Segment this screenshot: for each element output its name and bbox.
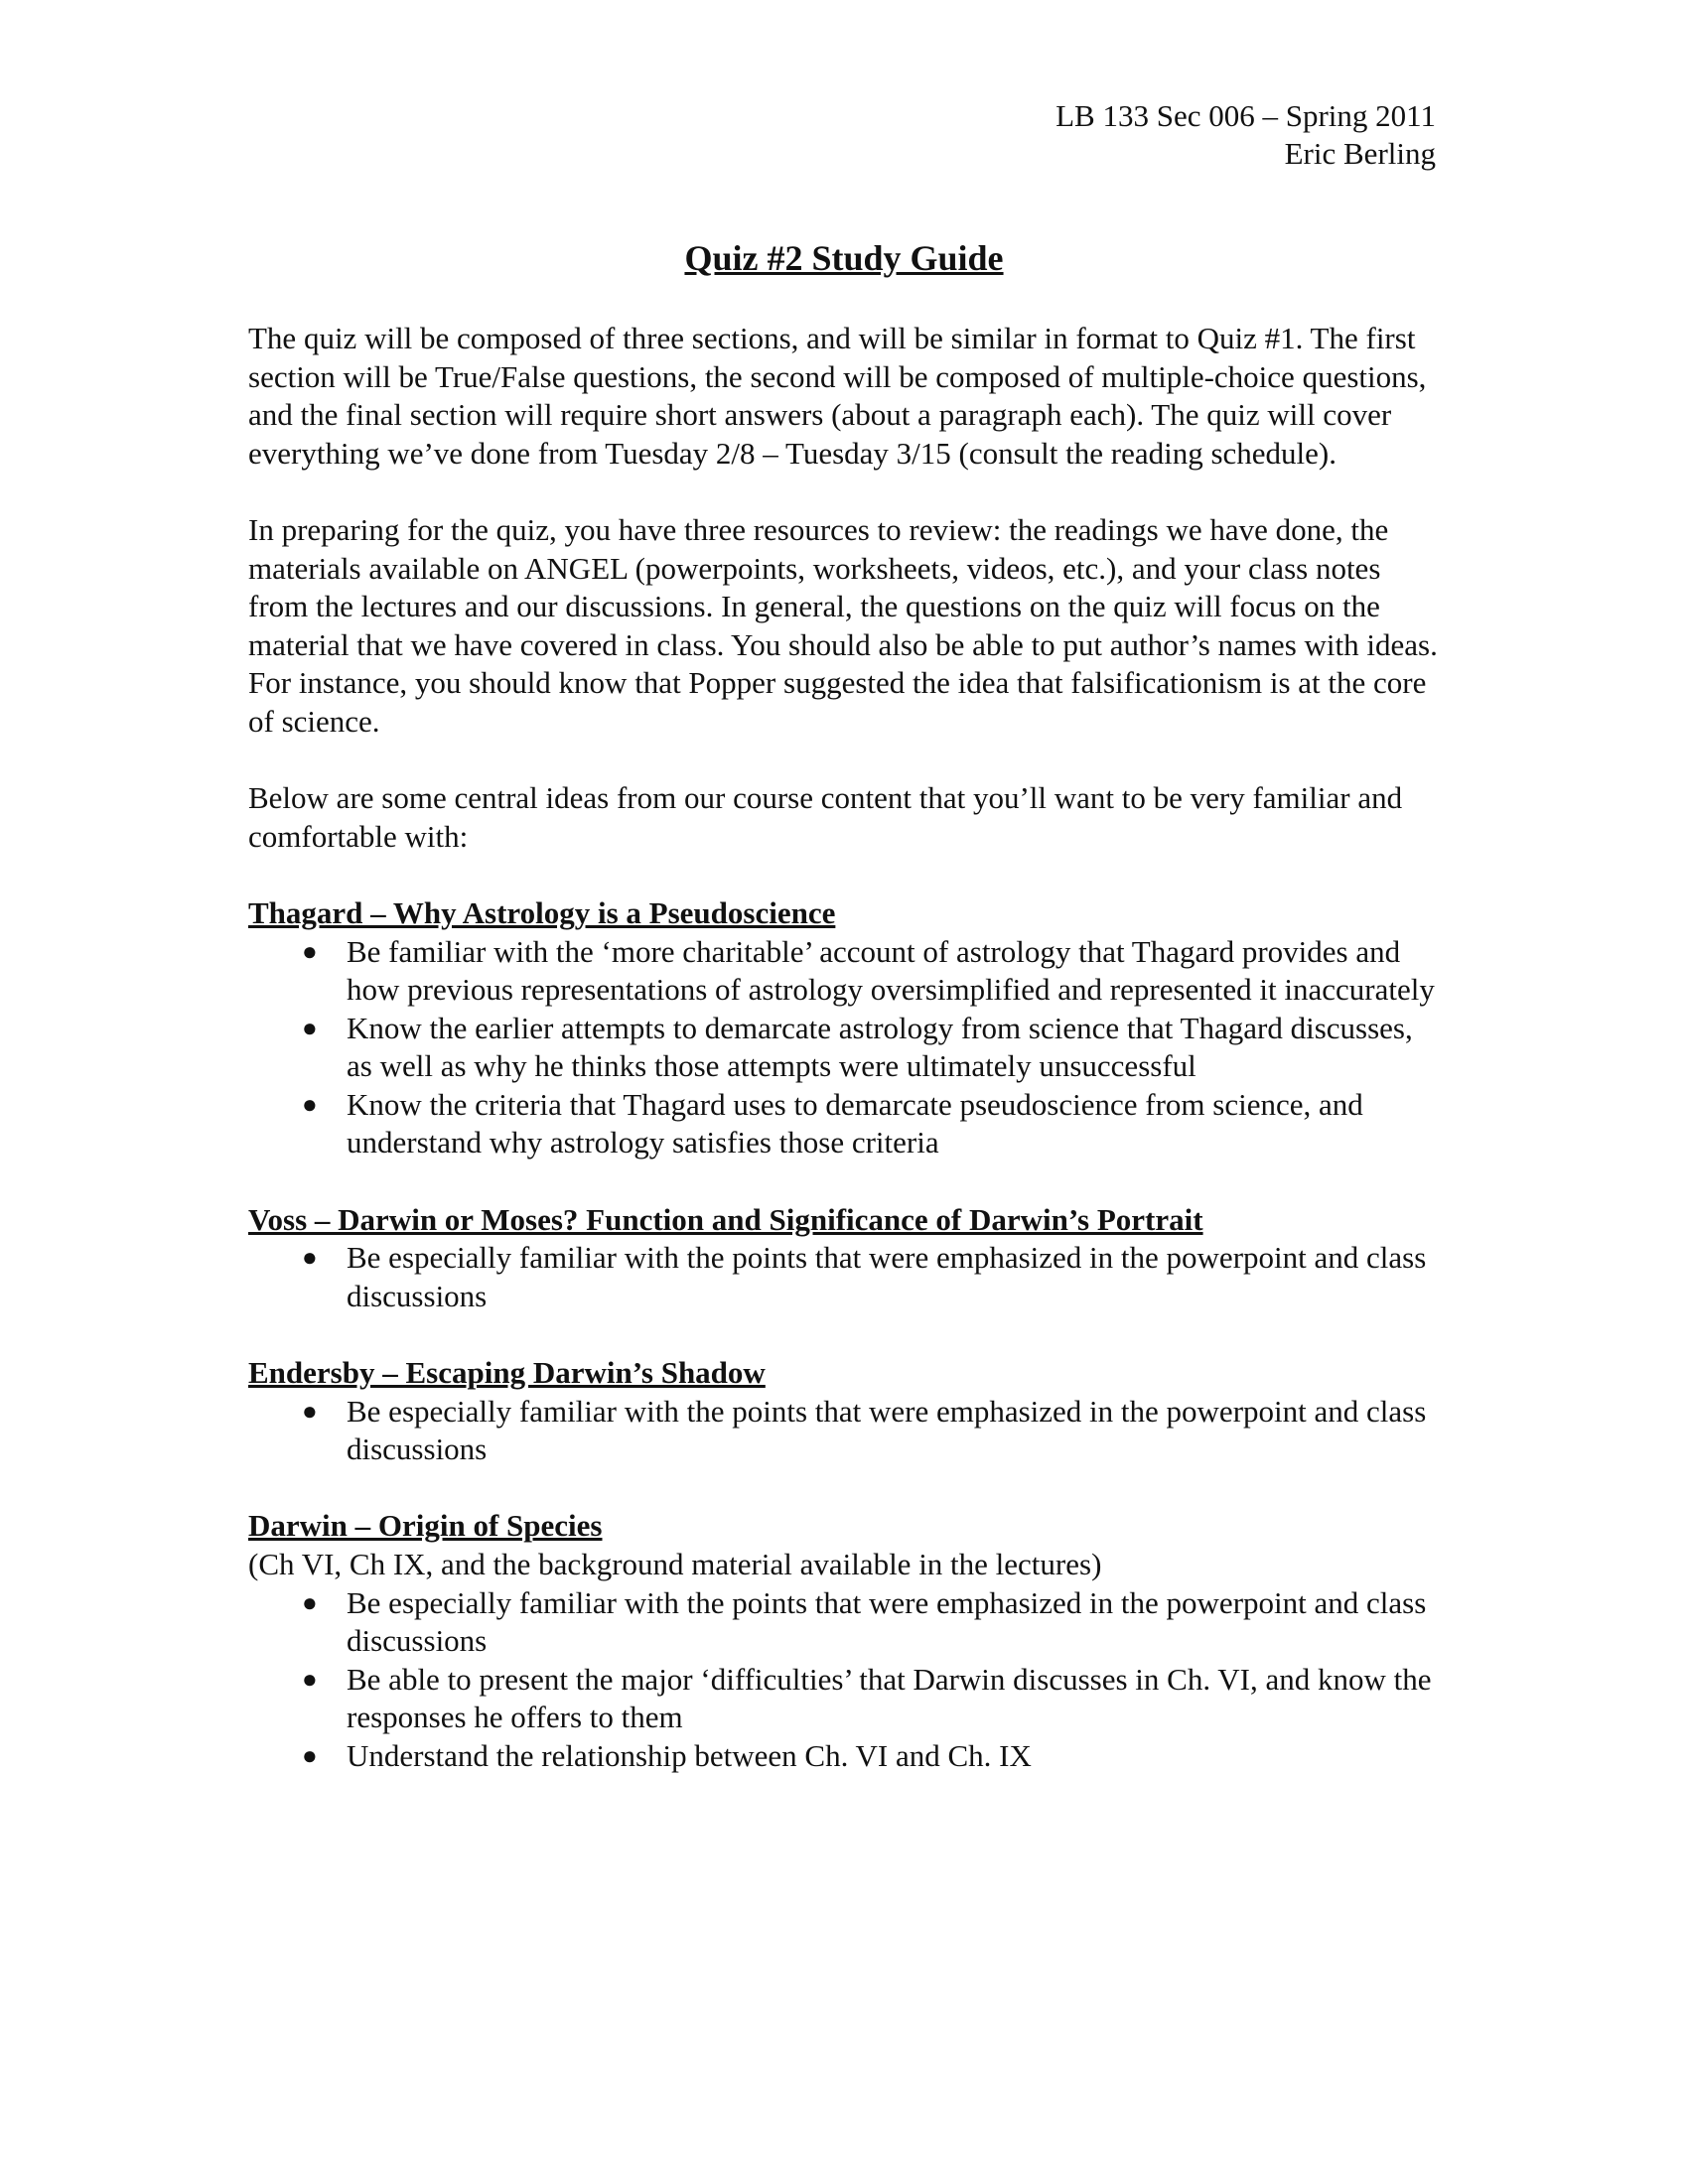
list-item [248,1661,1442,1737]
bullet-icon: ● [302,1740,318,1770]
section-heading: Endersby – Escaping Darwin’s Shadow [248,1355,766,1391]
bullet-list [248,1584,1442,1776]
section-heading: Voss – Darwin or Moses? Function and Significance of Darwin’s Portrait [248,1201,1203,1237]
bullet-icon: ● [302,1089,318,1119]
list-item [248,1010,1442,1086]
bullet-list [248,1239,1442,1315]
section-heading: Darwin – Origin of Species [248,1508,603,1544]
document-body [248,320,1442,1814]
list-item [248,1584,1442,1661]
list-item-text: Understand the relationship between Ch. VI and Ch. IX [347,1737,1032,1773]
bullet-icon: ● [302,1396,318,1426]
section-heading: Thagard – Why Astrology is a Pseudoscience [248,894,836,930]
section-note: (Ch VI, Ch IX, and the background material available in the lectures) [248,1547,1102,1581]
list-item-text: Be especially familiar with the points that were emphasized in the powerpoint and class discussions [347,1240,1427,1313]
list-item-text: Be especially familiar with the points that were emphasized in the powerpoint and class discussions [347,1584,1427,1659]
bullet-icon: ● [302,1664,318,1694]
list-item-text: Be able to present the major ‘difficulties’ that Darwin discusses in Ch. VI, and know the responses he offers to them [347,1661,1432,1735]
bullet-icon: ● [302,1587,318,1617]
list-item [248,1086,1442,1162]
list-item [248,1737,1442,1776]
list-item-text: Know the criteria that Thagard uses to demarcate pseudoscience from science, and understand why astrology satisfies those criteria [347,1086,1363,1160]
list-item [248,1393,1442,1469]
section-darwin [248,1507,1442,1775]
document-header [1055,97,1436,173]
section-thagard [248,894,1442,1162]
list-item [248,933,1442,1010]
intro-paragraph-format: The quiz will be composed of three sections, and will be similar in format to Quiz #1. The first section will be True/False questions, the second will be composed of multiple-choice questions, and the final section will require short answers (about a paragraph each). The quiz will cover everything we’ve done from Tuesday 2/8 – Tuesday 3/15 (consult the reading schedule). [248,321,1427,471]
intro-paragraph-resources: In preparing for the quiz, you have three resources to review: the readings we have done, the materials available on ANGEL (powerpoints, worksheets, videos, etc.), and your class notes from the lectures and our discussions. In general, the questions on the quiz will focus on the material that we have covered in class. You should also be able to put author’s names with ideas. For instance, you should know that Popper suggested the idea that falsificationism is at the core of science. [248,511,1438,739]
section-endersby [248,1354,1442,1469]
bullet-icon: ● [302,1243,318,1273]
course-line: LB 133 Sec 006 – Spring 2011 [1055,98,1436,133]
list-item-text: Be familiar with the ‘more charitable’ account of astrology that Thagard provides and how previous representations of astrology oversimplified and represented it inaccurately [347,933,1435,1008]
bullet-icon: ● [302,1013,318,1042]
bullet-icon: ● [302,936,318,966]
page-title: Quiz #2 Study Guide [684,238,1004,278]
intro-paragraph-central-ideas: Below are some central ideas from our course content that you’ll want to be very familiar and comfortable with: [248,780,1403,854]
instructor-name: Eric Berling [1284,136,1436,171]
list-item-text: Be especially familiar with the points that were emphasized in the powerpoint and class discussions [347,1393,1427,1467]
list-item-text: Know the earlier attempts to demarcate astrology from science that Thagard discusses, as well as why he thinks those attempts were ultimately unsuccessful [347,1010,1413,1084]
bullet-list [248,1393,1442,1469]
section-voss [248,1201,1442,1316]
list-item [248,1239,1442,1315]
bullet-list [248,933,1442,1163]
